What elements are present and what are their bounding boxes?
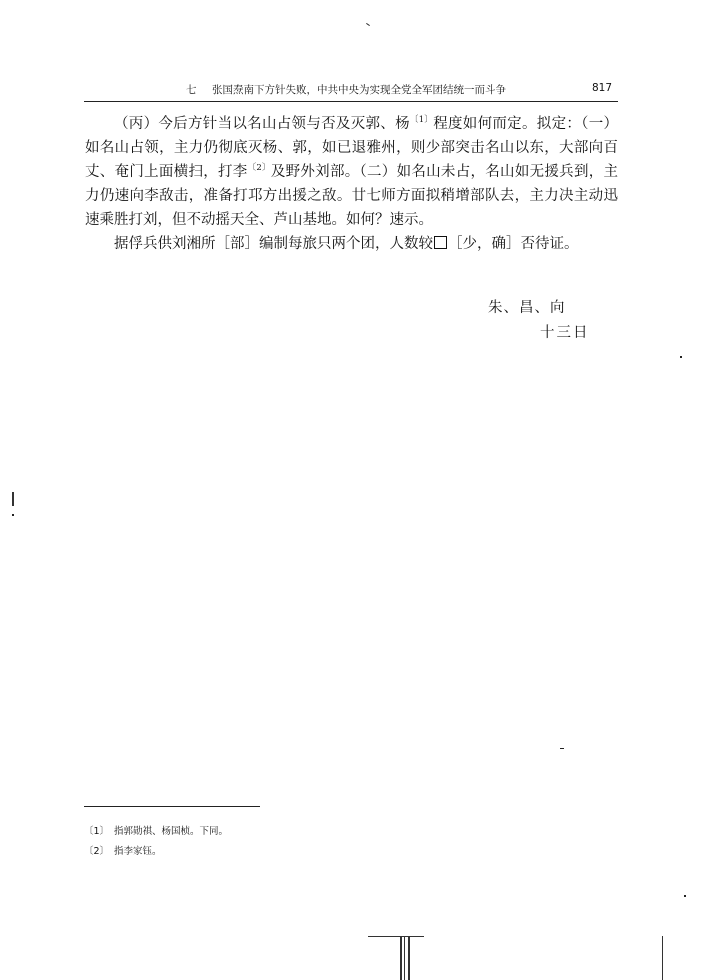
paragraph-text: 及野外刘部。（二）如名山未占，名山如无援兵到，主力仍速向李敌击，准备打邛方出援之敌。廿七师方面拟稍增部队去，主力决主动迅速乘胜打刘，但不动摇天全、芦山基地。如何？速示。 — [85, 164, 618, 228]
binding-edge — [408, 936, 410, 980]
running-header — [84, 82, 614, 102]
paragraph-text: （丙）今后方针当以名山占领与否及灭郭、杨 — [114, 116, 410, 132]
chapter-title: 张国焘南下方针失败，中共中央为实现全党全军团结统一而斗争 — [212, 84, 506, 96]
scan-speck — [12, 514, 14, 516]
footnote-text: 指李家钰。 — [114, 846, 162, 857]
footnote-text: 指郭勋祺、杨国桢。下同。 — [114, 826, 229, 837]
chapter-number: 七 — [186, 84, 197, 96]
paragraph-text: 程度如何而定。拟定：（一）如名山占领，主力仍彻底灭杨、郭，如已退雅州，则少部突击名山以东，大部向百丈、奄门上面横扫，打李 — [85, 116, 618, 180]
paragraph-text: 据俘兵供刘湘所［部］编制每旅只两个团，人数较 — [114, 236, 433, 252]
binding-edge — [662, 936, 663, 980]
footnote-rule — [84, 806, 260, 807]
footnote-mark: 〔1〕 — [84, 826, 110, 837]
illegible-character-box — [434, 236, 447, 249]
binding-edge — [404, 936, 405, 980]
signature-date: 十三日 — [540, 325, 590, 341]
binding-edge — [400, 936, 402, 980]
footnote-mark: 〔2〕 — [84, 846, 110, 857]
scan-speck — [560, 748, 564, 749]
page-number: 817 — [591, 82, 612, 94]
binding-edge — [368, 936, 424, 937]
header-rule — [84, 101, 618, 102]
footnote — [84, 842, 228, 862]
paragraph — [85, 232, 618, 256]
footnotes — [84, 822, 228, 862]
scan-speck — [680, 356, 682, 358]
footnote-reference: 〔1〕 — [409, 115, 434, 125]
paragraph-text: ［少，确］否待证。 — [448, 236, 579, 252]
scan-mark — [12, 492, 14, 506]
scan-speck — [366, 23, 370, 26]
body-text — [85, 112, 618, 256]
paragraph — [85, 112, 618, 232]
scan-speck — [684, 895, 686, 897]
footnote-reference: 〔2〕 — [247, 163, 271, 173]
signature-names: 朱、昌、向 — [488, 300, 566, 316]
footnote — [84, 822, 228, 842]
